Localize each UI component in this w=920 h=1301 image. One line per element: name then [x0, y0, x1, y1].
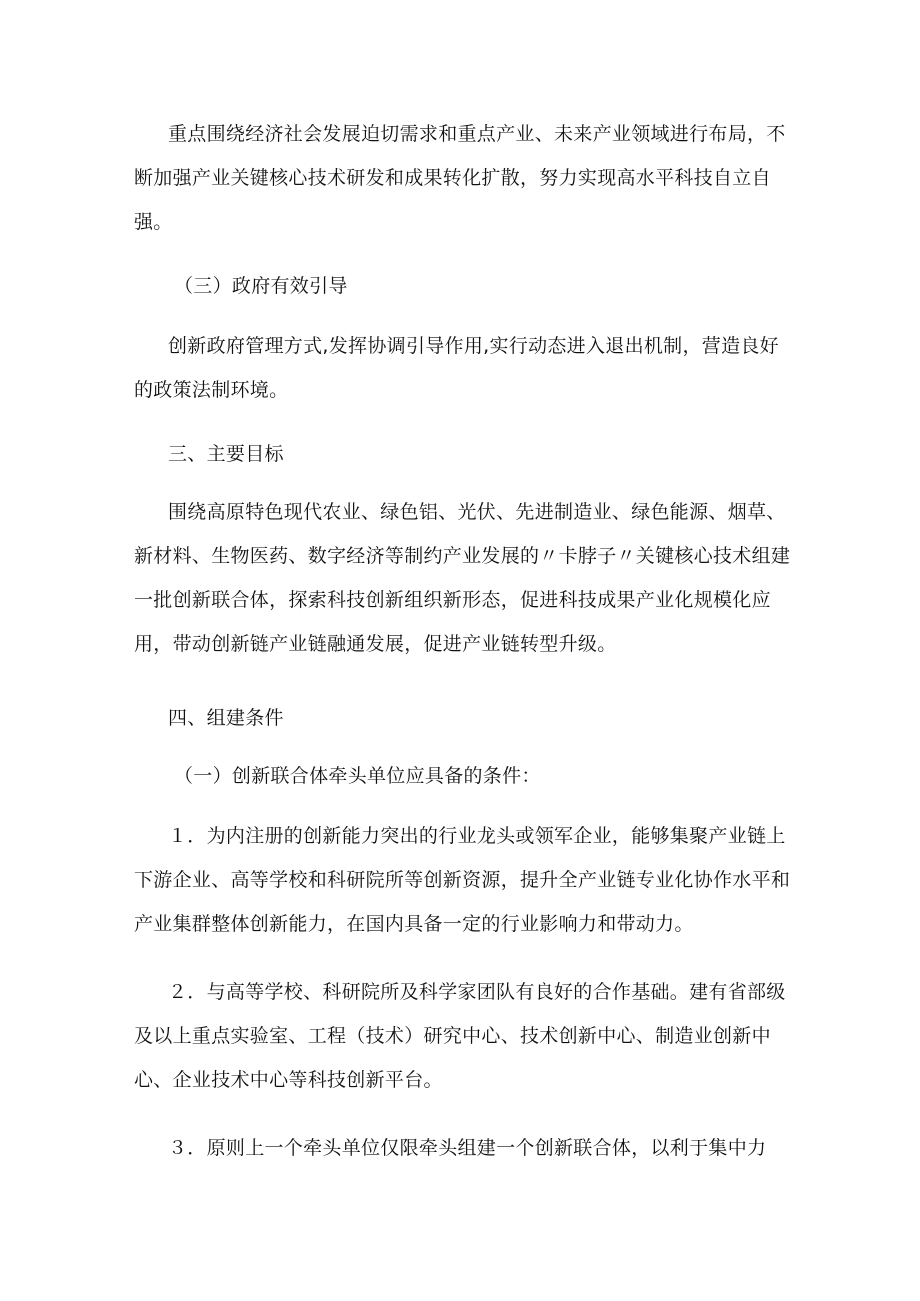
paragraph-government-management: 创新政府管理方式,发挥协调引导作用,实行动态进入退出机制，营造良好的政策法制环境。 — [134, 335, 779, 401]
heading-formation-conditions: 四、组建条件 — [168, 707, 284, 729]
paragraph-condition-3: ３．原则上一个牵头单位仅限牵头组建一个创新联合体，以利于集中力 — [168, 1137, 767, 1159]
paragraph-main-goals: 围绕高原特色现代农业、绿色铝、光伏、先进制造业、绿色能源、烟草、新材料、生物医药、数字经济等制约产业发展的〃卡脖子〃关键核心技术组建一批创新联合体，探索科技创新组织新形态，促进科技成果产业化规模化应用，带动创新链产业链融通发展，促进产业链转型升级。 — [134, 501, 791, 655]
paragraph-condition-1: １．为内注册的创新能力突出的行业龙头或领军企业，能够集聚产业链上下游企业、高等学校和科研院所等创新资源，提升全产业链专业化协作水平和产业集群整体创新能力，在国内具备一定的行业影响力和带动力。 — [134, 825, 791, 935]
paragraph-research-focus: 重点围绕经济社会发展迫切需求和重点产业、未来产业领域进行布局，不断加强产业关键核心技术研发和成果转化扩散，努力实现高水平科技自立自强。 — [134, 123, 786, 233]
paragraph-condition-2: ２．与高等学校、科研院所及科学家团队有良好的合作基础。建有省部级及以上重点实验室、工程（技术）研究中心、技术创新中心、制造业创新中心、企业技术中心等科技创新平台。 — [134, 981, 786, 1091]
heading-government-guidance: （三）政府有效引导 — [174, 275, 348, 297]
heading-lead-unit-conditions: （一）创新联合体牵头单位应具备的条件： — [174, 765, 541, 787]
heading-main-goals: 三、主要目标 — [168, 443, 284, 465]
